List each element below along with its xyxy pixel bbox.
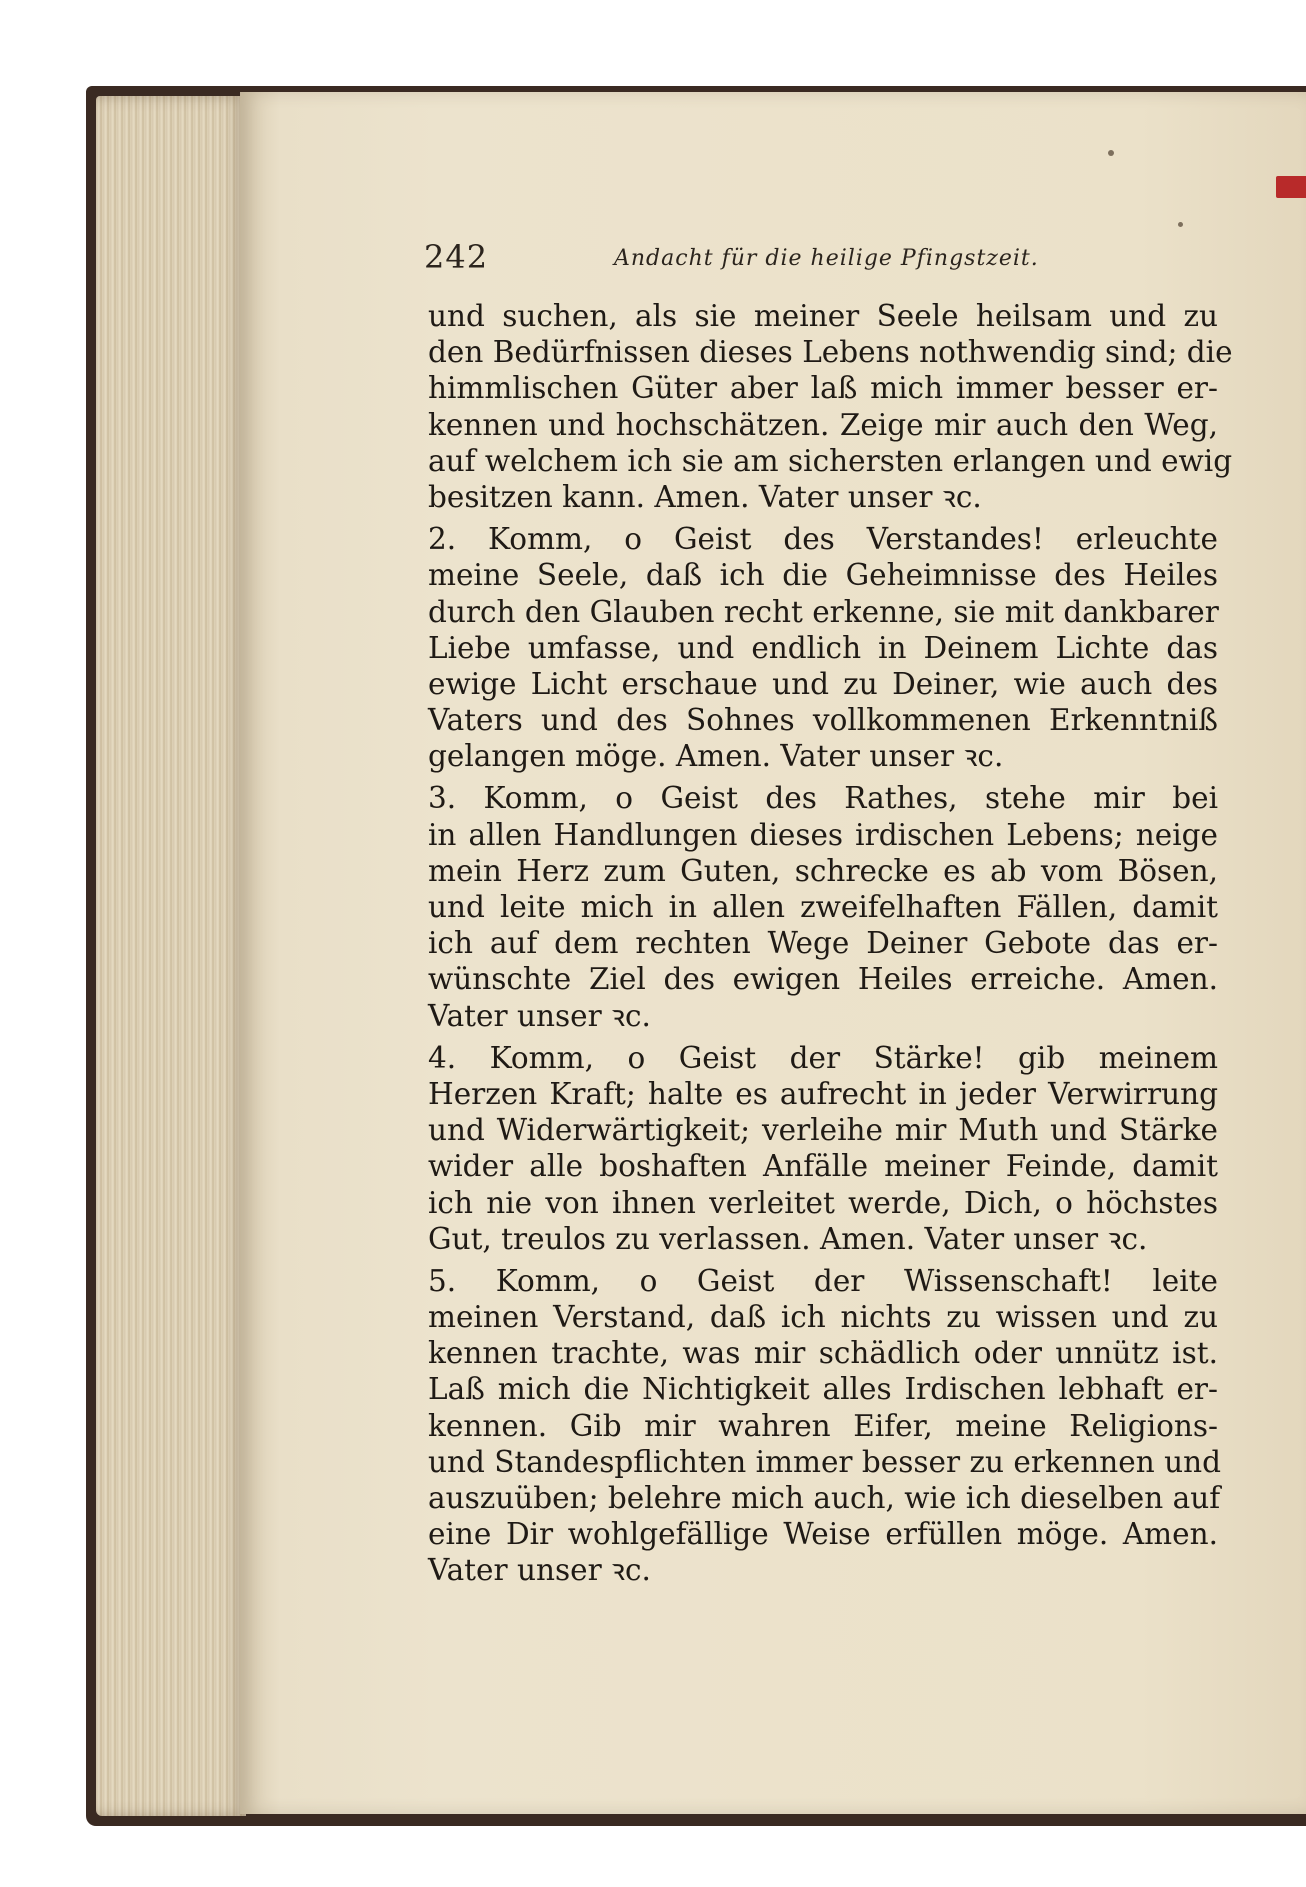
text-line: auf welchem ich sie am sichersten erlangen und ewig bbox=[428, 443, 1233, 478]
paragraph bbox=[428, 298, 1233, 515]
text-line: Vaters und des Sohnes vollkommenen Erkenntniß bbox=[428, 703, 1218, 738]
text-line: himmlischen Güter aber laß mich immer besser er- bbox=[428, 371, 1218, 406]
text-line: und Standespflichten immer besser zu erkennen und bbox=[428, 1444, 1221, 1479]
body-text bbox=[428, 298, 1233, 1589]
text-line: auszuüben; belehre mich auch, wie ich dieselben auf bbox=[428, 1481, 1221, 1515]
text-line: ich nie von ihnen verleitet werde, Dich, o höchstes bbox=[428, 1185, 1218, 1220]
text-line: kennen und hochschätzen. Zeige mir auch den Weg, bbox=[428, 407, 1218, 442]
text-line: den Bedürfnissen dieses Lebens nothwendig sind; die bbox=[428, 335, 1233, 370]
paragraph bbox=[428, 521, 1218, 774]
text-line: und suchen, als sie meiner Seele heilsam und zu bbox=[428, 299, 1218, 333]
text-line: Herzen Kraft; halte es aufrecht in jeder Verwirrung bbox=[428, 1076, 1218, 1111]
text-line: eine Dir wohlgefällige Weise erfüllen möge. Amen. bbox=[428, 1517, 1218, 1552]
text-line: mein Herz zum Guten, schrecke es ab vom Bösen, bbox=[428, 853, 1218, 888]
text-line: und Widerwärtigkeit; verleihe mir Muth und Stärke bbox=[428, 1113, 1218, 1148]
text-line: meinen Verstand, daß ich nichts zu wissen und zu bbox=[428, 1300, 1218, 1335]
text-line: kennen. Gib mir wahren Eifer, meine Religions- bbox=[428, 1408, 1218, 1443]
text-line: meine Seele, daß ich die Geheimnisse des Heiles bbox=[428, 558, 1218, 593]
paragraph bbox=[428, 780, 1218, 1033]
text-line: und leite mich in allen zweifelhaften Fällen, damit bbox=[428, 890, 1218, 924]
paragraph bbox=[428, 1263, 1221, 1589]
text-line: 5. Komm, o Geist der Wissenschaft! leite bbox=[428, 1263, 1218, 1298]
text-line: besitzen kann. Amen. Vater unser ꝛc. bbox=[428, 479, 982, 514]
text-line: wider alle boshaften Anfälle meiner Feinde, damit bbox=[428, 1149, 1218, 1184]
text-line: ewige Licht erschaue und zu Deiner, wie auch des bbox=[428, 666, 1218, 701]
page-number: 242 bbox=[424, 238, 489, 276]
page-header bbox=[424, 238, 1064, 288]
text-line: Gut, treulos zu verlassen. Amen. Vater unser ꝛc. bbox=[428, 1221, 1148, 1256]
text-line: ich auf dem rechten Wege Deiner Gebote das er- bbox=[428, 926, 1218, 961]
text-line: 4. Komm, o Geist der Stärke! gib meinem bbox=[428, 1040, 1218, 1075]
text-line: Liebe umfasse, und endlich in Deinem Lichte das bbox=[428, 630, 1218, 665]
text-line: Vater unser ꝛc. bbox=[428, 1553, 651, 1588]
text-line: 3. Komm, o Geist des Rathes, stehe mir bei bbox=[428, 781, 1218, 816]
page-edges bbox=[96, 96, 246, 1816]
text-line: durch den Glauben recht erkenne, sie mit dankbarer bbox=[428, 594, 1219, 629]
page-speck bbox=[1108, 150, 1114, 156]
text-line: gelangen möge. Amen. Vater unser ꝛc. bbox=[428, 739, 1004, 774]
text-line: Vater unser ꝛc. bbox=[428, 998, 651, 1033]
text-line: in allen Handlungen dieses irdischen Lebens; neige bbox=[428, 817, 1218, 852]
text-line: Laß mich die Nichtigkeit alles Irdischen lebhaft er- bbox=[428, 1372, 1218, 1407]
paragraph bbox=[428, 1040, 1218, 1257]
running-head: Andacht für die heilige Pfingstzeit. bbox=[614, 246, 1039, 271]
text-line: wünschte Ziel des ewigen Heiles erreiche. Amen. bbox=[428, 962, 1218, 997]
text-line: 2. Komm, o Geist des Verstandes! erleuchte bbox=[428, 522, 1218, 557]
page-speck bbox=[1178, 222, 1183, 227]
bookmark-ribbon bbox=[1276, 176, 1306, 198]
text-line: kennen trachte, was mir schädlich oder unnütz ist. bbox=[428, 1336, 1218, 1371]
